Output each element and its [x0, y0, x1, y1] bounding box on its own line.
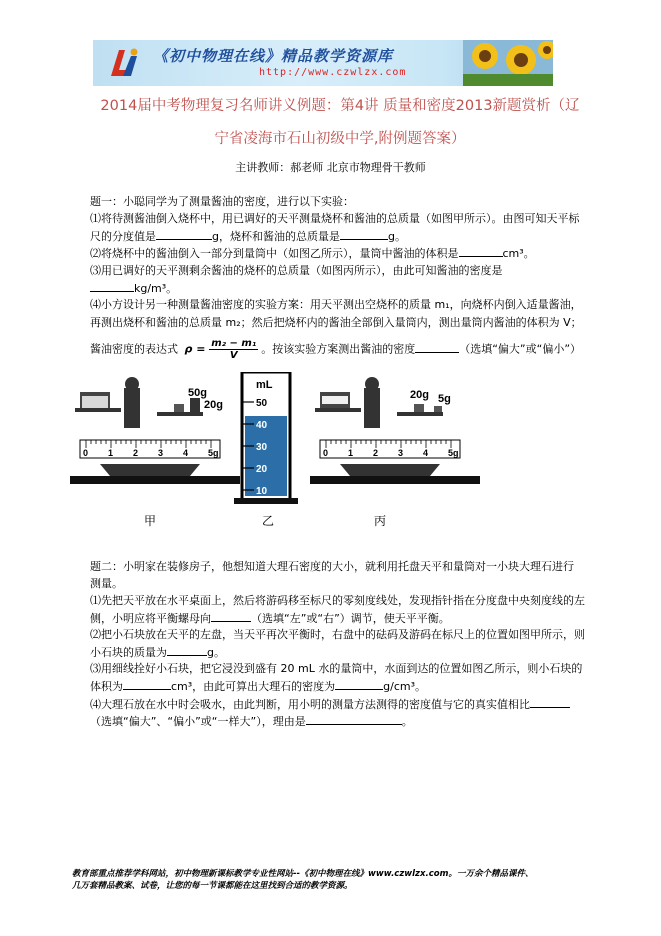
weight-label: 20g: [410, 389, 429, 401]
formula-numerator: m₂ − m₁: [211, 338, 257, 349]
q2-p4-line1: [90, 697, 615, 711]
q1-p4-line2: 再测出烧杯和酱油的总质量 m₂；然后把烧杯内的酱油全部倒入量筒内，测出量筒内酱油的体积为 V；: [90, 316, 582, 329]
q2-p1-line1: ⑴先把天平放在水平桌面上，然后将游码移至标尺的零刻度线处，发现指针指在分度盘中央刻度线的左: [90, 594, 585, 607]
q1-p3-unit: kg/m³。: [134, 282, 178, 295]
cylinder-tick-label: 50: [256, 398, 268, 409]
q1-p1-text-b: g，烧杯和酱油的总质量是: [212, 230, 340, 243]
q1-p1-line1: ⑴将待测酱油倒入烧杯中，用已调好的天平测量烧杯和酱油的总质量（如图甲所示）。由图可知天平标: [90, 212, 580, 225]
weight-20g: [414, 404, 424, 412]
q1-p1-line2: [90, 229, 615, 243]
density-formula: [185, 338, 259, 361]
q2-p3-line1: ⑶用细线拴好小石块，把它浸没到盛有 20 mL 水的量筒中，水面到达的位置如图乙所示，则小石块的: [90, 662, 583, 675]
answer-blank: [340, 229, 388, 240]
weight-label: 50g: [188, 387, 207, 399]
page-title-line1: 2014届中考物理复习名师讲义例题：第4讲 质量和密度2013新题赏析（辽: [100, 98, 580, 114]
scale-tick-label: 4: [423, 448, 429, 458]
banner-title: 《初中物理在线》精品教学资源库: [153, 47, 394, 65]
balance-and-cylinder-figure: [70, 372, 490, 532]
figure-caption-a: 甲: [144, 514, 157, 528]
q2-intro-line2: 测量。: [90, 577, 123, 590]
scale-tick-label: 0: [323, 448, 329, 458]
footer-line2: 几万套精品教案、试卷，让您的每一节课都能在这里找到合适的教学资源。: [72, 881, 353, 891]
q2-intro-line1: 题二：小明家在装修房子，他想知道大理石密度的大小，就利用托盘天平和量筒对一小块大理石进行: [90, 560, 574, 573]
q1-intro: 题一：小聪同学为了测量酱油的密度，进行以下实验：: [90, 195, 354, 208]
answer-blank: [156, 229, 212, 240]
scale-tick-label: 5g: [448, 448, 459, 458]
scale-tick-label: 1: [348, 448, 354, 458]
answer-blank: [123, 679, 171, 690]
figure-caption-c: 丙: [374, 514, 387, 528]
site-logo-icon: [107, 46, 141, 80]
page-title-line2: 宁省凌海市石山初级中学,附例题答案）: [214, 131, 466, 147]
cylinder-tick-label: 20: [256, 464, 268, 475]
q1-p4-text-b: 。按该实验方案测出酱油的密度: [261, 342, 416, 356]
q2-p1-line2: [90, 611, 615, 625]
weight-20g: [174, 404, 184, 412]
q1-p1-text-c: g。: [387, 230, 406, 243]
q1-p2: [90, 246, 615, 260]
scale-tick-label: 4: [183, 448, 189, 458]
scale-tick-label: 2: [373, 448, 379, 458]
balance-c: [310, 377, 480, 484]
graduated-cylinder: [234, 372, 298, 504]
q2-p4-text-c: 。: [401, 715, 413, 728]
footer-line1: 教育部重点推荐学科网站，初中物理新课标教学专业性网站--《初中物理在线》www.czwlzx.com。一万余个精品课件、: [72, 869, 534, 879]
answer-blank: [415, 342, 459, 353]
weight-5g: [434, 406, 442, 412]
q1-p1-text-a: 尺的分度值是: [90, 230, 156, 243]
q2-p3-text-a: 体积为: [90, 680, 123, 693]
q1-p2-text-a: ⑵将烧杯中的酱油倒入一部分到量筒中（如图乙所示），量筒中酱油的体积是: [90, 247, 459, 260]
q2-p4-text-a: ⑷大理石放在水中时会吸水，由此判断，用小明的测量方法测得的密度值与它的真实值相比: [90, 698, 530, 711]
answer-blank: [167, 645, 207, 656]
banner: [93, 40, 553, 86]
q1-p4-line3: [90, 338, 615, 361]
q2-p3-text-b: cm³，由此可算出大理石的密度为: [171, 680, 336, 693]
scale-tick-label: 2: [133, 448, 139, 458]
q2-p2-line2: [90, 645, 615, 659]
figure-caption-b: 乙: [262, 514, 275, 528]
weight-50g: [190, 398, 200, 412]
cylinder-unit: mL: [256, 379, 273, 391]
banner-url: http://www.czwlzx.com: [259, 67, 407, 78]
q2-p4-line2: [90, 714, 615, 728]
q1-p4-line1: ⑷小方设计另一种测量酱油密度的实验方案：用天平测出空烧杯的质量 m₁，向烧杯内倒入适量酱油，: [90, 298, 582, 311]
scale-tick-label: 3: [158, 448, 164, 458]
scale-tick-label: 5g: [208, 448, 219, 458]
q2-p2-line1: ⑵把小石块放在天平的左盘，当天平再次平衡时，右盘中的砝码及游码在标尺上的位置如图甲所示，则: [90, 628, 585, 641]
answer-blank: [459, 246, 503, 257]
scale-tick-label: 1: [108, 448, 114, 458]
formula-denominator: V: [229, 350, 238, 361]
sunflower-image: [463, 40, 553, 86]
q2-p3-text-c: g/cm³。: [383, 680, 427, 693]
q2-p4-text-b: （选填“偏大”、“偏小”或“一样大”），理由是: [90, 715, 306, 728]
weight-label: 5g: [438, 393, 451, 405]
q2-p1-text-b: （选填“左”或“右”）调节，使天平平衡。: [251, 612, 450, 625]
q2-p2-text-b: g。: [207, 646, 225, 659]
answer-blank: [530, 697, 570, 708]
q2-p2-text-a: 小石块的质量为: [90, 646, 167, 659]
formula-rho: ρ =: [184, 342, 206, 356]
balance-a: [70, 377, 240, 484]
weight-label: 20g: [204, 399, 223, 411]
answer-blank: [306, 714, 402, 725]
answer-blank: [335, 679, 383, 690]
q1-p2-text-b: cm³。: [502, 247, 535, 260]
q1-p3-line2: [90, 281, 615, 295]
q1-p4-text-a: 酱油密度的表达式: [90, 342, 178, 356]
q1-p4-text-c: （选填“偏大”或“偏小”）: [459, 342, 582, 356]
cylinder-tick-label: 10: [256, 486, 268, 497]
scale-tick-label: 3: [398, 448, 404, 458]
speaker-info: 主讲教师：郝老师 北京市物理骨干教师: [235, 161, 426, 174]
answer-blank: [90, 281, 134, 292]
q2-p1-text-a: 侧，小明应将平衡螺母向: [90, 612, 211, 625]
answer-blank: [211, 611, 251, 622]
scale-tick-label: 0: [83, 448, 89, 458]
cylinder-tick-label: 40: [256, 420, 268, 431]
cylinder-tick-label: 30: [256, 442, 268, 453]
q2-p3-line2: [90, 679, 615, 693]
q1-p3-line1: ⑶用已调好的天平测剩余酱油的烧杯的总质量（如图丙所示），由此可知酱油的密度是: [90, 264, 503, 277]
